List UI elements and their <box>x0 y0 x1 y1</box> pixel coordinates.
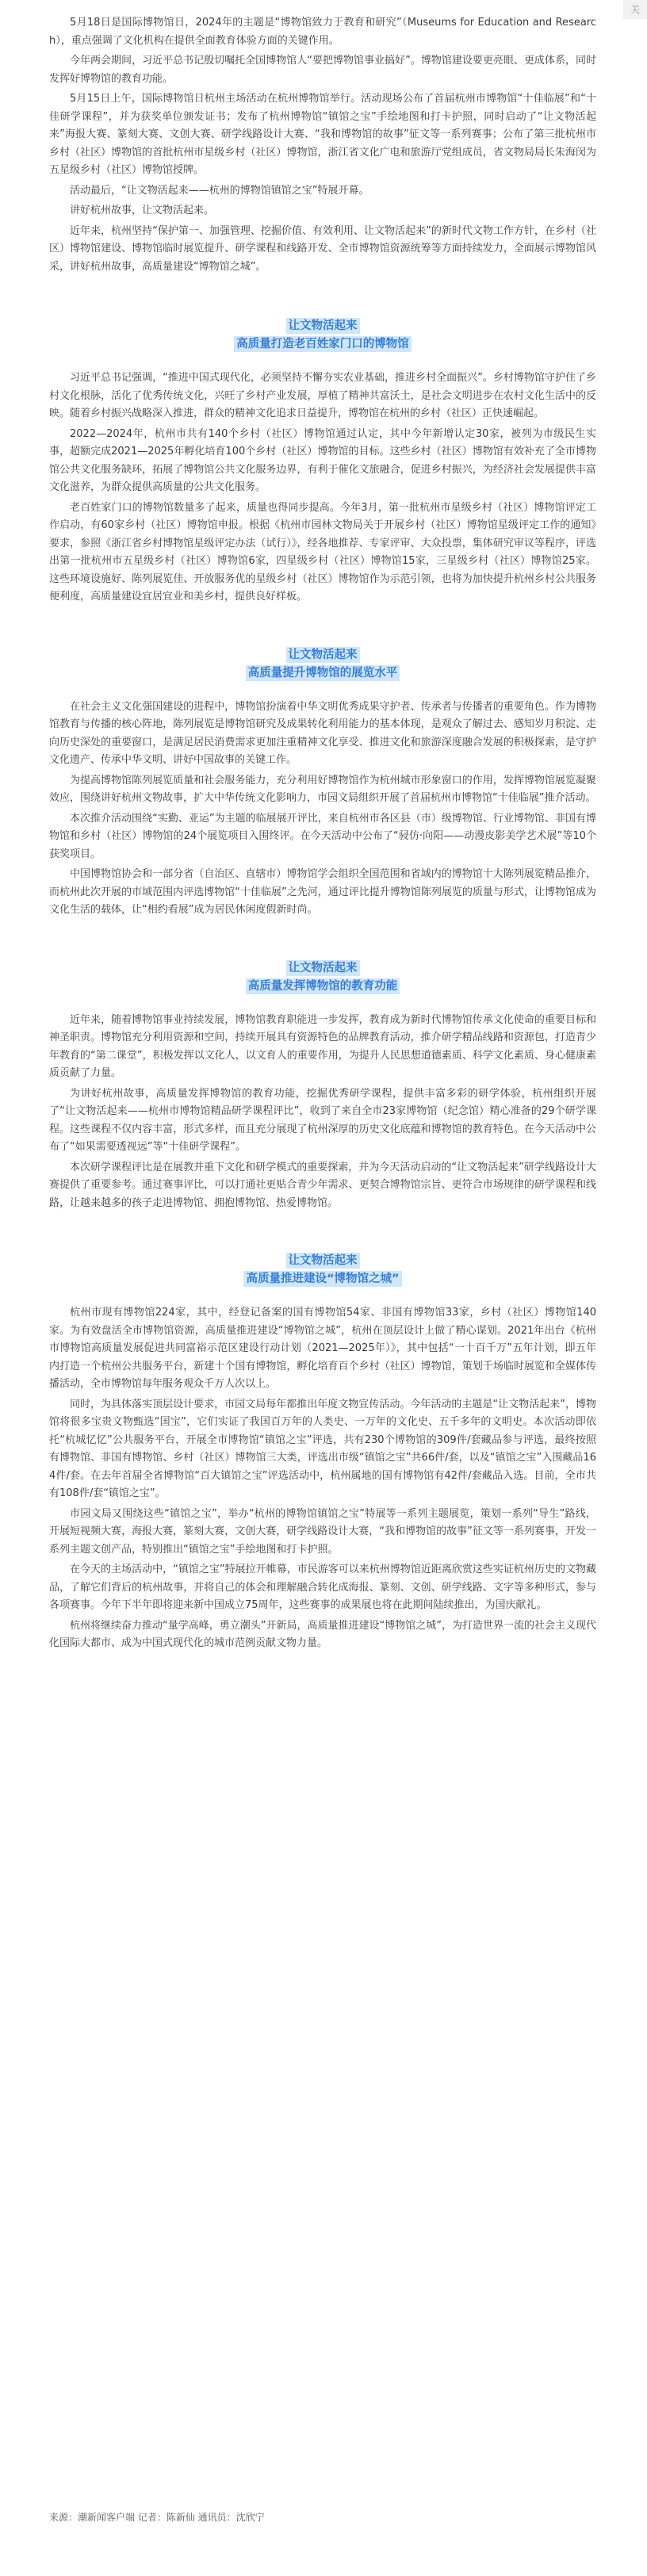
intro-paragraph: 5月15日上午，国际博物馆日杭州主场活动在杭州博物馆举行。活动现场公布了首届杭州市博物馆“十佳临展”和“十佳研学课程”，并为获奖单位颁发证书；发布了杭州博物馆“镇馆之宝”手绘地图和打卡护照，同时启动了“让文物活起来”海报大赛、篆刻大赛、文创大赛、研学线路设计大赛、“我和博物馆的故事”征文等一系列赛事；公布了第三批杭州市乡村（社区）博物馆的首批杭州市星级乡村（社区）博物馆，浙江省文化广电和旅游厅党组成员，省文物局局长朱海闵为五星级乡村（社区）博物馆授牌。 <box>49 93 596 176</box>
intro-paragraph: 活动最后，“让文物活起来——杭州的博物馆镇馆之宝”特展开幕。 <box>70 184 369 197</box>
section-paragraph: 本次研学课程评比是在展教并重下文化和研学模式的重要探索，并为今天活动启动的“让文物活起来”研学线路设计大赛提供了重要参考。通过赛事评比，可以打通社更贴合青少年需求、更契合博物馆宗旨、更符合市场规律的研学课程和线路，让越来越多的孩子走进博物馆、拥抱博物馆、热爱博物馆。 <box>49 1161 596 1209</box>
section-paragraph: 2022—2024年，杭州市共有140个乡村（社区）博物馆通过认定，其中今年新增认定30家，被列为市级民生实事，超额完成2021—2025年孵化培育100个乡村（社区）博物馆的目标。这些乡村（社区）博物馆有效补充了全市博物馆公共文化服务缺环，拓展了博物馆公共文化服务边界，有利于催化文旅融合，促进乡村振兴，为经济社会发展提供丰富文化滋养，为群众提供高质量的公共文化服务。 <box>49 427 596 493</box>
section-paragraph: 近年来，随着博物馆事业持续发展，博物馆教育职能进一步发挥，教育成为新时代博物馆传承文化使命的重要目标和神圣职责。博物馆充分利用资源和空间，持续开展具有资源特色的品牌教育活动，推介研学精品线路和资源包，打造青少年教育的“第二课堂”，积极发挥以文化人，以文育人的重要作用，为提升人民思想道德素质、科学文化素质、身心健康素质贡献了力量。 <box>49 1013 596 1079</box>
intro-paragraph: 近年来，杭州坚持“保护第一、加强管理、挖掘价值、有效利用、让文物活起来”的新时代文物工作方针，在乡村（社区）博物馆建设、博物馆临时展览提升、研学课程和线路开发、全市博物馆资源统筹等方面持续发力，全面展示博物馆风采，讲好杭州故事，高质量建设“博物馆之城”。 <box>49 224 596 273</box>
section-paragraph: 习近平总书记强调，“推进中国式现代化，必须坚持不懈夯实农业基础，推进乡村全面振兴”。乡村博物馆守护住了乡村文化根脉，活化了优秀传统文化，兴旺了乡村产业发展，厚植了精神共富沃土，是社会文明进步在农村文化生活中的反映。随着乡村振兴战略深入推进，群众的精神文化追求日益提升，博物馆在杭州的乡村（社区）正快速崛起。 <box>49 372 596 419</box>
section-paragraph: 在社会主义文化强国建设的进程中，博物馆扮演着中华文明优秀成果守护者、传承者与传播者的重要角色。作为博物馆教育与传播的核心阵地，陈列展览是博物馆研究及成果转化利用能力的基本体现，是观众了解过去、感知岁月积淀、走向历史深处的重要窗口，是满足居民消费需求更加注重精神文化享受、推进文化和旅游深度融合发展的积极探索，是守护文化遗产、传承中华文明、讲好中国故事的关键工作。 <box>49 700 596 766</box>
section-paragraph: 为讲好杭州故事，高质量发挥博物馆的教育功能，挖掘优秀研学课程，提供丰富多彩的研学体验，杭州组织开展了“让文物活起来——杭州市博物馆精品研学课程评比”，收到了来自全市23家博物馆（纪念馆）精心准备的29个研学课程。这些课程不仅内容丰富，形式多样，而且充分展现了杭州深厚的历史文化底蕴和博物馆的教育特色。在今天活动中公布了“如果需要透视远”等“十佳研学课程”。 <box>49 1087 596 1153</box>
section-paragraph: 在今天的主场活动中，“镇馆之宝”特展拉开帷幕，市民游客可以来杭州博物馆近距离欣赏这些实证杭州历史的文物藏品，了解它们背后的杭州故事，并将自己的体会和理解融合转化成海报、篆刻、文创、研学线路、文字等多种形式，参与各项赛事。今年下半年即将迎来新中国成立75周年，这些赛事的成果展也将在此期间陆续推出，为国庆献礼。 <box>49 1564 596 1611</box>
intro-paragraph: 今年两会期间，习近平总书记殷切嘱托全国博物馆人“要把博物馆事业搞好”。博物馆建设要更亮眼、更成体系，同时发挥好博物馆的教育功能。 <box>49 55 596 85</box>
section-paragraph: 为提高博物馆陈列展览质量和社会服务能力，充分利用好博物馆作为杭州城市形象窗口的作用，发挥博物馆展览凝聚效应，围绕讲好杭州文物故事，扩大中华传统文化影响力，市园文局组织开展了首届杭州市博物馆“十佳临展”推介活动。 <box>49 774 596 804</box>
section-paragraph: 杭州将继续奋力推动“量学高峰，勇立潮头”开新局，高质量推进建设“博物馆之城”，为打造世界一流的社会主义现代化国际大都市、成为中国式现代化的城市范例贡献文物力量。 <box>49 1619 596 1649</box>
section-heading-line2: 高质量发挥博物馆的教育功能 <box>246 978 400 994</box>
section-paragraph: 同时，为具体落实顶层设计要求，市园文局每年都推出年度文物宣传活动。今年活动的主题是“让文物活起来”，博物馆将很多宝贵文物甄选“国宝”，它们实证了我国百万年的人类史、一万年的文化史、五千多年的文明史。本次活动即依托“杭城忆忆”公共服务平台，开展全市博物馆“镇馆之宝”评选，共有230个博物馆的309件/套藏品参与评选，最终按照有博物馆、非国有博物馆、乡村（社区）博物馆三大类，评选出市级“镇馆之宝”共66件/套，以及“镇馆之宝”入围藏品164件/套。在去年首届全省博物馆“百大镇馆之宝”评选活动中，杭州属地的国有博物馆有42件/套藏品入选。目前，全市共有108件/套“镇馆之宝”。 <box>49 1398 596 1499</box>
section-heading <box>49 959 596 996</box>
section-heading-line2: 高质量打造老百姓家门口的博物馆 <box>234 336 412 352</box>
section-heading <box>49 317 596 354</box>
section-heading-line1: 让文物活起来 <box>286 318 360 334</box>
section-paragraph: 杭州市现有博物馆224家，其中，经登记备案的国有博物馆54家、非国有博物馆33家，乡村（社区）博物馆140家。为有效盘活全市博物馆资源，高质量推进建设“博物馆之城”，杭州在顶层设计上做了精心谋划。2021年出台《杭州市博物馆高质量发展促进共同富裕示范区建设行动计划（2021—2025年）》，其中包括“一十百千万”五年计划，即五年内打造一个杭州公共服务平台，新建十个国有博物馆，孵化培育百个乡村（社区）博物馆，策划千场临时展览和全媒体传播活动，全市博物馆每年服务观众千万人次以上。 <box>49 1307 596 1390</box>
section-heading <box>49 646 596 683</box>
section-heading <box>49 1252 596 1288</box>
intro-paragraph: 5月18日是国际博物馆日，2024年的主题是“博物馆致力于教育和研究”（Museums for Education and Research），重点强调了文化机构在提供全面教育体验方面的关键作用。 <box>49 17 596 47</box>
section-4 <box>49 1252 596 1653</box>
section-heading-line2: 高质量提升博物馆的展览水平 <box>246 665 400 681</box>
intro-block <box>49 14 596 276</box>
section-1 <box>49 317 596 607</box>
section-heading-line2: 高质量推进建设“博物馆之城” <box>243 1271 401 1287</box>
section-paragraph: 中国博物馆协会和一部分省（自治区、直辖市）博物馆学会组织全国范围和省域内的博物馆十大陈列展览精品推介，而杭州此次开展的市域范围内评选博物馆“十佳临展”之先河，通过评比提升博物馆陈列展览的质量与形式，让博物馆成为文化生活的载体，让“相约看展”成为居民休闲度假新时尚。 <box>49 868 596 916</box>
section-heading-line1: 让文物活起来 <box>286 1253 360 1269</box>
intro-paragraph: 讲好杭州故事，让文物活起来。 <box>70 205 215 216</box>
section-paragraph: 老百姓家门口的博物馆数量多了起来，质量也得同步提高。今年3月，第一批杭州市星级乡村（社区）博物馆评定工作启动，有60家乡村（社区）博物馆申报。根据《杭州市园林文物局关于开展乡村（社区）博物馆星级评定工作的通知》要求，参照《浙江省乡村博物馆星级评定办法（试行）》，经各地推荐、专家评审、大众投票，集体研究审议等程序，评选出第一批杭州市五星级乡村（社区）博物馆6家，四星级乡村（社区）博物馆15家，三星级乡村（社区）博物馆25家。这些环境设施好、陈列展览佳、开放服务优的星级乡村（社区）博物馆作为示范引领，也将为加快提升杭州乡村公共服务便利度，高质量建设宜居宜业和美乡村，提供良好样板。 <box>49 501 596 603</box>
section-2 <box>49 646 596 920</box>
article-source-credits: 来源：潮新闻客户端 记者：陈新仙 通讯员：沈欣宁 <box>49 2512 265 2523</box>
section-paragraph: 本次推介活动围绕“实勤、亚运”为主题的临展展开评比，来自杭州市各区县（市）级博物馆、行业博物馆、非国有博物馆和乡村（社区）博物馆的24个展览项目入围终评。在今天活动中公布了“骎仿·向阳——动漫皮影美学艺术展”等10个获奖项目。 <box>49 812 596 860</box>
close-tab[interactable]: 关 <box>623 0 647 19</box>
article-body <box>49 14 596 1655</box>
section-paragraph: 市园文局又围绕这些“镇馆之宝”，举办“杭州的博物馆镇馆之宝”特展等一系列主题展览，策划一系列“导生”路线，开展短视频大赛，海报大赛，篆刻大赛，文创大赛，研学线路设计大赛，“我和博物馆的故事”征文等一系列赛事，开发一系列主题文创产品，特别推出“镇馆之宝”手绘地图和打卡护照。 <box>49 1507 596 1556</box>
section-heading-line1: 让文物活起来 <box>286 647 360 663</box>
section-3 <box>49 959 596 1213</box>
section-heading-line1: 让文物活起来 <box>286 960 360 976</box>
